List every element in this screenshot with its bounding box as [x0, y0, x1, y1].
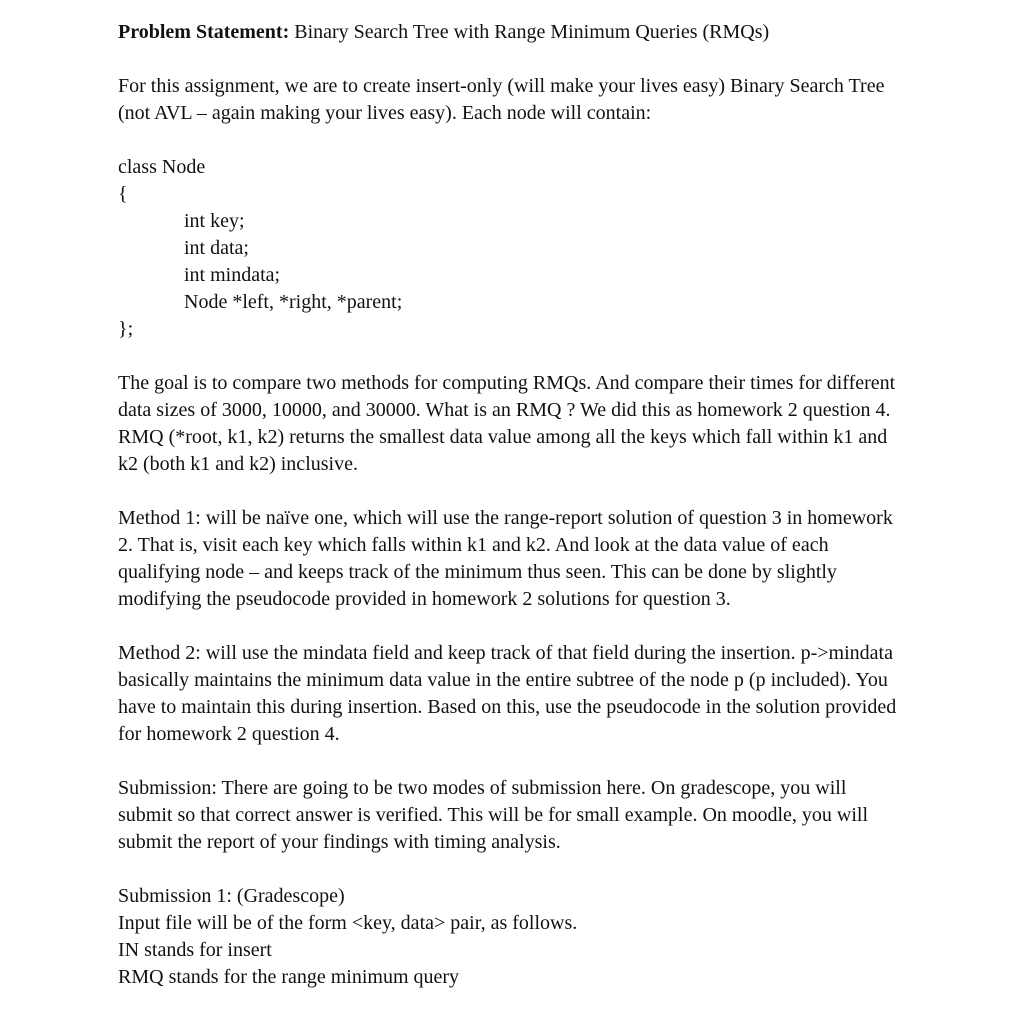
submission1-paragraph	[118, 883, 988, 991]
document-body	[118, 19, 988, 991]
goal-line: data sizes of 3000, 10000, and 30000. What is an RMQ ? We did this as homework 2 question 4.	[118, 399, 891, 421]
problem-statement-title: Binary Search Tree with Range Minimum Queries (RMQs)	[294, 21, 770, 43]
spacer	[118, 748, 988, 775]
method1-paragraph	[118, 505, 988, 613]
method2-line: have to maintain this during insertion. Based on this, use the pseudocode in the solution provided	[118, 696, 897, 718]
problem-statement-heading	[118, 19, 988, 46]
submission1-line: IN stands for insert	[118, 939, 272, 961]
goal-line: RMQ (*root, k1, k2) returns the smallest data value among all the keys which fall within k1 and	[118, 426, 888, 448]
goal-line: The goal is to compare two methods for computing RMQs. And compare their times for different	[118, 372, 896, 394]
submission-paragraph	[118, 775, 988, 856]
method1-line: 2. That is, visit each key which falls within k1 and k2. And look at the data value of each	[118, 534, 829, 556]
intro-paragraph	[118, 73, 988, 127]
submission-line: Submission: There are going to be two modes of submission here. On gradescope, you will	[118, 777, 847, 799]
method1-line: qualifying node – and keeps track of the minimum thus seen. This can be done by slightly	[118, 561, 837, 583]
spacer	[118, 343, 988, 370]
problem-statement-label: Problem Statement:	[118, 21, 290, 43]
spacer	[118, 613, 988, 640]
submission-line: submit so that correct answer is verified. This will be for small example. On moodle, you will	[118, 804, 869, 826]
intro-line: (not AVL – again making your lives easy). Each node will contain:	[118, 102, 652, 124]
method2-paragraph	[118, 640, 988, 748]
goal-line: k2 (both k1 and k2) inclusive.	[118, 453, 358, 475]
spacer	[118, 856, 988, 883]
submission-line: submit the report of your findings with timing analysis.	[118, 831, 561, 853]
field-key: int key;	[184, 210, 245, 232]
submission1-heading: Submission 1: (Gradescope)	[118, 885, 345, 907]
field-pointers: Node *left, *right, *parent;	[184, 291, 403, 313]
class-declaration: class Node	[118, 156, 206, 178]
spacer	[118, 478, 988, 505]
method2-line: basically maintains the minimum data value in the entire subtree of the node p (p included). You	[118, 669, 888, 691]
intro-line: For this assignment, we are to create insert-only (will make your lives easy) Binary Search Tree	[118, 75, 885, 97]
field-mindata: int mindata;	[184, 264, 281, 286]
submission1-line: RMQ stands for the range minimum query	[118, 966, 460, 988]
goal-paragraph	[118, 370, 988, 478]
method1-line: Method 1: will be naïve one, which will use the range-report solution of question 3 in homework	[118, 507, 893, 529]
method1-line: modifying the pseudocode provided in homework 2 solutions for question 3.	[118, 588, 731, 610]
open-brace: {	[118, 183, 128, 205]
method2-line: for homework 2 question 4.	[118, 723, 340, 745]
node-class-code	[118, 154, 988, 343]
method2-line: Method 2: will use the mindata field and keep track of that field during the insertion. p->mindata	[118, 642, 893, 664]
spacer	[118, 46, 988, 73]
spacer	[118, 127, 988, 154]
field-data: int data;	[184, 237, 249, 259]
close-brace: };	[118, 318, 134, 340]
submission1-line: Input file will be of the form <key, data> pair, as follows.	[118, 912, 578, 934]
